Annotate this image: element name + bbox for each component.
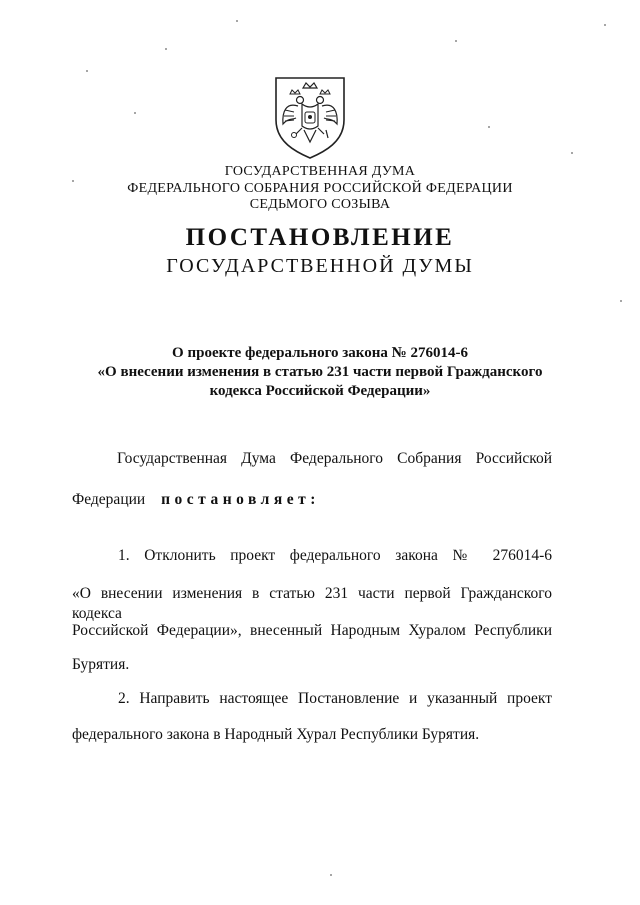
preamble-line-1: Государственная Дума Федерального Собрания Российской bbox=[117, 450, 552, 467]
org-name-line-2: ФЕДЕРАЛЬНОГО СОБРАНИЯ РОССИЙСКОЙ ФЕДЕРАЦИИ bbox=[127, 181, 513, 196]
scan-speckle bbox=[455, 40, 457, 42]
item-1-line-3: Российской Федерации», внесенный Народным Хуралом Республики bbox=[72, 622, 552, 639]
scan-speckle bbox=[86, 70, 88, 72]
scan-speckle bbox=[236, 20, 238, 22]
preamble-line-2 bbox=[72, 490, 552, 510]
preamble-resolves-word: постановляет: bbox=[161, 491, 320, 508]
convocation-line: СЕДЬМОГО СОЗЫВА bbox=[249, 197, 391, 212]
scan-speckle bbox=[488, 126, 490, 128]
item-1-line-2: «О внесении изменения в статью 231 части первой Гражданского кодекса bbox=[72, 585, 552, 622]
scan-speckle bbox=[620, 300, 622, 302]
preamble-federation-word: Федерации bbox=[72, 491, 146, 508]
coat-of-arms-icon bbox=[272, 74, 348, 160]
item-1-line-4: Бурятия. bbox=[72, 656, 130, 673]
scan-speckle bbox=[604, 24, 606, 26]
item-1-line-1: 1. Отклонить проект федерального закона № 276014-6 bbox=[118, 547, 552, 564]
scan-speckle bbox=[330, 874, 332, 876]
subject-line-1: О проекте федерального закона № 276014-6 bbox=[172, 345, 468, 361]
scan-speckle bbox=[72, 180, 74, 182]
org-name-line-1: ГОСУДАРСТВЕННАЯ ДУМА bbox=[224, 164, 416, 179]
scan-speckle bbox=[571, 152, 573, 154]
document-title: ПОСТАНОВЛЕНИЕ bbox=[185, 224, 455, 251]
subject-line-2: «О внесении изменения в статью 231 части первой Гражданского bbox=[97, 364, 543, 380]
scan-speckle bbox=[134, 112, 136, 114]
item-2-line-1: 2. Направить настоящее Постановление и указанный проект bbox=[118, 690, 552, 707]
scan-speckle bbox=[165, 48, 167, 50]
document-subtitle: ГОСУДАРСТВЕННОЙ ДУМЫ bbox=[166, 255, 474, 277]
subject-line-3: кодекса Российской Федерации» bbox=[209, 383, 431, 399]
item-2-line-2: федерального закона в Народный Хурал Республики Бурятия. bbox=[72, 726, 480, 743]
